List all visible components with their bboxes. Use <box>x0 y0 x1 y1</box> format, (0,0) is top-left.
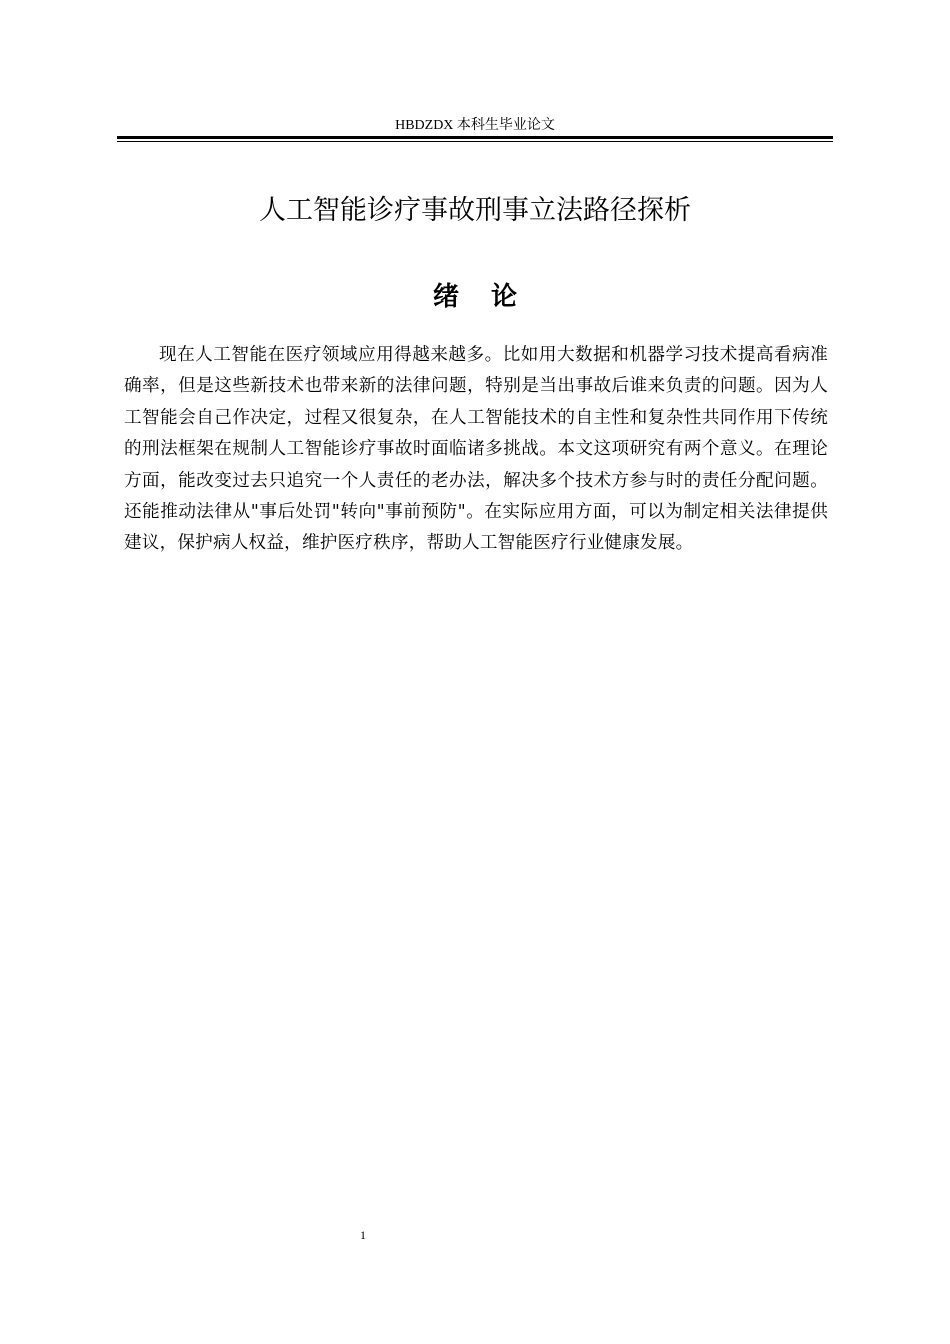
running-header: HBDZDX 本科生毕业论文 <box>395 118 555 133</box>
document-title: 人工智能诊疗事故刑事立法路径探析 <box>259 195 691 226</box>
header-rule-thick <box>117 136 833 139</box>
section-heading: 绪论 <box>432 282 549 312</box>
body-paragraph: 现在人工智能在医疗领域应用得越来越多。比如用大数据和机器学习技术提高看病准确率，但是这些新技术也带来新的法律问题，特别是当出事故后谁来负责的问题。因为人工智能会自己作决定，过程又很复杂，在人工智能技术的自主性和复杂性共同作用下传统的刑法框架在规制人工智能诊疗事故时面临诸多挑战。本文这项研究有两个意义。在理论方面，能改变过去只追究一个人责任的老办法，解决多个技术方参与时的责任分配问题。还能推动法律从"事后处罚"转向"事前预防"。在实际应用方面，可以为制定相关法律提供建议，保护病人权益，维护医疗秩序，帮助人工智能医疗行业健康发展。 <box>124 345 828 554</box>
page-number: 1 <box>360 1228 366 1242</box>
header-rule-thin <box>117 141 833 142</box>
